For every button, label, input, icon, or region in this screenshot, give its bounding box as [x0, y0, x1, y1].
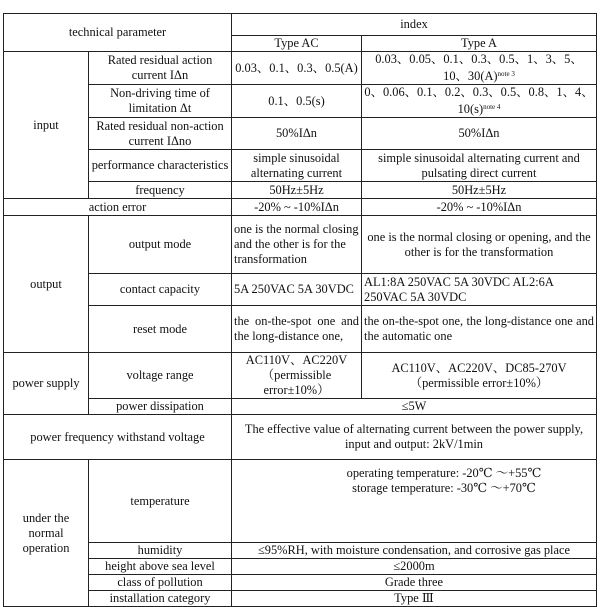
- header-technical-parameter: technical parameter: [4, 14, 232, 52]
- table-row: [4, 559, 597, 575]
- storage-temperature: storage temperature: -30℃ ～+70℃: [352, 481, 536, 495]
- action-error-label: action error: [4, 199, 232, 216]
- operating-temperature: operating temperature: -20℃ ～+55℃: [346, 466, 542, 480]
- param-cell: Rated residual action current IΔn: [89, 52, 232, 85]
- table-row: [4, 199, 597, 216]
- type-a-value: 0、0.06、0.1、0.2、0.3、0.5、0.8、1、4、10(s): [364, 85, 594, 116]
- table-row: [4, 52, 597, 85]
- table-row: [4, 182, 597, 199]
- technical-parameter-table: [3, 13, 597, 607]
- param-cell: humidity: [89, 543, 232, 559]
- table-row: [4, 85, 597, 118]
- param-cell: contact capacity: [89, 274, 232, 306]
- type-ac-cell: one is the normal closing and the other is for the transformation: [232, 216, 362, 274]
- param-cell: voltage range: [89, 353, 232, 399]
- type-a-value: 0.03、0.05、0.1、0.3、0.5、1、3、5、10、30(A): [375, 52, 583, 83]
- input-group-label: input: [4, 52, 89, 199]
- value-cell: ≤5W: [232, 399, 597, 415]
- type-ac-cell: 50%IΔn: [232, 118, 362, 150]
- param-cell: power dissipation: [89, 399, 232, 415]
- withstand-label: power frequency withstand voltage: [4, 415, 232, 460]
- normal-operation-group-label: under the normal operation: [4, 460, 89, 607]
- param-cell: height above sea level: [89, 559, 232, 575]
- table-row: [4, 150, 597, 182]
- value-cell: Type Ⅲ: [232, 591, 597, 607]
- type-a-cell: simple sinusoidal alternating current and pulsating direct current: [362, 150, 597, 182]
- table-row: [4, 353, 597, 399]
- param-cell: performance characteristics: [89, 150, 232, 182]
- header-type-ac: Type AC: [232, 36, 362, 52]
- header-row: [4, 14, 597, 36]
- table-row: [4, 216, 597, 274]
- type-ac-cell: 0.1、0.5(s): [232, 85, 362, 118]
- param-cell: class of pollution: [89, 575, 232, 591]
- type-a-cell: -20% ~ -10%IΔn: [362, 199, 597, 216]
- output-group-label: output: [4, 216, 89, 353]
- footnote-marker: note 3: [497, 70, 515, 78]
- header-type-a: Type A: [362, 36, 597, 52]
- table-row: [4, 399, 597, 415]
- power-supply-group-label: power supply: [4, 353, 89, 415]
- type-a-cell: one is the normal closing or opening, and the other is for the transformation: [362, 216, 597, 274]
- type-a-cell: [362, 52, 597, 85]
- type-ac-cell: 50Hz±5Hz: [232, 182, 362, 199]
- type-ac-cell: AC110V、AC220V（permissible error±10%）: [232, 353, 362, 399]
- value-cell: Grade three: [232, 575, 597, 591]
- table-row: [4, 118, 597, 150]
- header-index: index: [232, 14, 597, 36]
- param-cell: output mode: [89, 216, 232, 274]
- type-a-cell: AL1:8A 250VAC 5A 30VDC AL2:6A 250VAC 5A 30VDC: [362, 274, 597, 306]
- table-row: [4, 591, 597, 607]
- table-row: [4, 274, 597, 306]
- table-row: [4, 575, 597, 591]
- type-a-cell: 50%IΔn: [362, 118, 597, 150]
- param-cell: installation category: [89, 591, 232, 607]
- value-cell: ≤95%RH, with moisture condensation, and corrosive gas place: [232, 543, 597, 559]
- param-cell: frequency: [89, 182, 232, 199]
- param-cell: Rated residual non-action current IΔno: [89, 118, 232, 150]
- table-row: [4, 415, 597, 460]
- footnote-marker: note 4: [483, 103, 501, 111]
- table-row: [4, 306, 597, 353]
- type-a-cell: [362, 85, 597, 118]
- param-cell: Non-driving time of limitation Δt: [89, 85, 232, 118]
- type-a-cell: the on-the-spot one, the long-distance one and the automatic one: [362, 306, 597, 353]
- type-a-cell: 50Hz±5Hz: [362, 182, 597, 199]
- type-ac-cell: 0.03、0.1、0.3、0.5(A): [232, 52, 362, 85]
- table-row: [4, 460, 597, 543]
- value-cell: ≤2000m: [232, 559, 597, 575]
- type-ac-cell: simple sinusoidal alternating current: [232, 150, 362, 182]
- type-ac-cell: the on-the-spot one and the long-distance one,: [232, 306, 362, 353]
- temperature-cell: [232, 460, 597, 543]
- type-ac-cell: -20% ~ -10%IΔn: [232, 199, 362, 216]
- param-cell: reset mode: [89, 306, 232, 353]
- param-cell: temperature: [89, 460, 232, 543]
- table-row: [4, 543, 597, 559]
- value-cell: The effective value of alternating current between the power supply, input and output: 2kV/1min: [232, 415, 597, 460]
- type-a-cell: AC110V、AC220V、DC85-270V（permissible error±10%）: [362, 353, 597, 399]
- spec-table-container: [3, 13, 597, 607]
- type-ac-cell: 5A 250VAC 5A 30VDC: [232, 274, 362, 306]
